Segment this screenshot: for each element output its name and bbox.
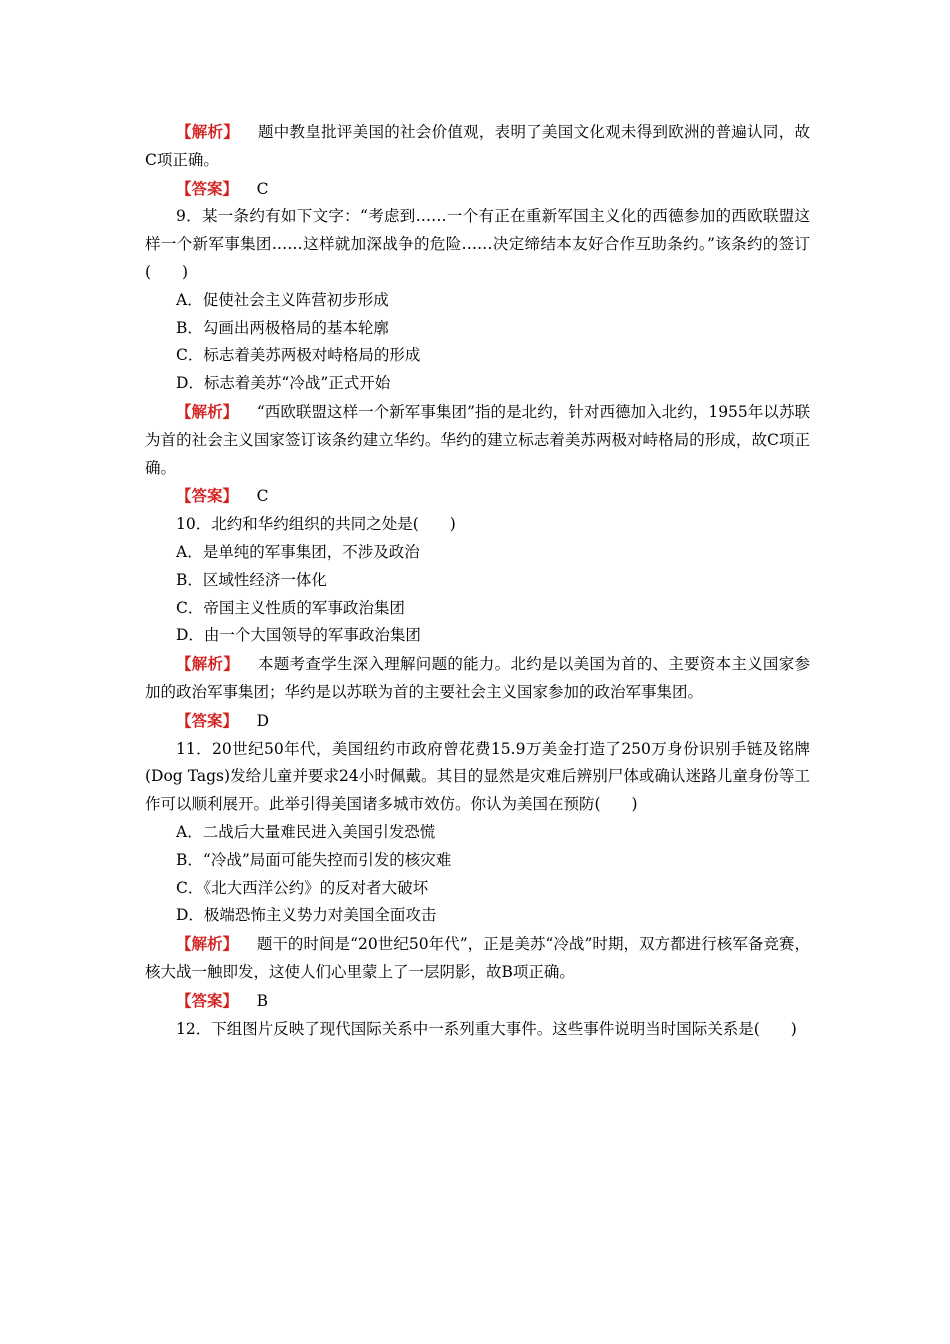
- question-9: 9．某一条约有如下文字：“考虑到……一个有正在重新军国主义化的西德参加的西欧联盟这样一个新军事集团……这样就加深战争的危险……决定缔结本友好合作互助条约。”该条约的签订( ): [145, 207, 810, 281]
- option-a: A．促使社会主义阵营初步形成: [176, 290, 389, 309]
- answer-block: [145, 175, 810, 204]
- option-b: B．“冷战”局面可能失控而引发的核灾难: [176, 850, 452, 869]
- document-body: [145, 118, 810, 1043]
- answer-tag: 【答案】: [176, 710, 239, 730]
- analysis-tag: 【解析】: [176, 654, 240, 674]
- analysis-text: 本题考查学生深入理解问题的能力。北约是以美国为首的、主要资本主义国家参加的政治军事集团；华约是以苏联为首的主要社会主义国家参加的政治军事集团。: [145, 655, 810, 701]
- analysis-text: 题干的时间是“20世纪50年代”，正是美苏“冷战”时期，双方都进行核军备竞赛，核大战一触即发，这使人们心里蒙上了一层阴影，故B项正确。: [145, 935, 810, 981]
- option-b: B．勾画出两极格局的基本轮廓: [176, 318, 389, 337]
- analysis-text: 题中教皇批评美国的社会价值观，表明了美国文化观未得到欧洲的普遍认同，故C项正确。: [145, 123, 810, 169]
- answer-tag: 【答案】: [176, 990, 239, 1010]
- answer-text: C: [256, 179, 269, 198]
- answer-block: [145, 707, 810, 736]
- option-c: C．帝国主义性质的军事政治集团: [176, 598, 405, 617]
- analysis-block: [145, 930, 810, 987]
- analysis-block: [145, 118, 810, 175]
- option-d: D．由一个大国领导的军事政治集团: [176, 626, 421, 645]
- question-10: 10．北约和华约组织的共同之处是( ): [176, 515, 456, 534]
- option-b: B．区域性经济一体化: [176, 570, 327, 589]
- answer-text: C: [256, 487, 269, 506]
- answer-block: [145, 987, 810, 1016]
- option-d: D．极端恐怖主义势力对美国全面攻击: [176, 906, 437, 925]
- analysis-block: [145, 650, 810, 707]
- analysis-tag: 【解析】: [176, 122, 240, 141]
- answer-text: D: [256, 711, 270, 730]
- answer-block: [145, 482, 810, 511]
- analysis-tag: 【解析】: [176, 401, 239, 421]
- analysis-block: [145, 398, 810, 482]
- answer-text: B: [256, 991, 268, 1010]
- analysis-tag: 【解析】: [176, 934, 239, 954]
- question-12: 12．下组图片反映了现代国际关系中一系列重大事件。这些事件说明当时国际关系是( ): [176, 1019, 797, 1038]
- option-c: C．标志着美苏两极对峙格局的形成: [176, 346, 421, 365]
- option-a: A．是单纯的军事集团，不涉及政治: [176, 542, 420, 561]
- question-11: 11．20世纪50年代，美国纽约市政府曾花费15.9万美金打造了250万身份识别手链及铭牌(Dog Tags)发给儿童并要求24小时佩戴。其目的显然是灾难后辨别尸体或确认迷路儿童身份等工作可以顺利展开。此举引得美国诸多城市效仿。你认为美国在预防( ): [145, 739, 810, 814]
- answer-tag: 【答案】: [176, 486, 239, 506]
- answer-tag: 【答案】: [176, 178, 239, 198]
- option-d: D．标志着美苏“冷战”正式开始: [176, 374, 391, 393]
- option-c: C．《北大西洋公约》的反对者大破坏: [176, 878, 429, 897]
- option-a: A．二战后大量难民进入美国引发恐慌: [176, 822, 436, 841]
- analysis-text: “西欧联盟这样一个新军事集团”指的是北约，针对西德加入北约，1955年以苏联为首的社会主义国家签订该条约建立华约。华约的建立标志着美苏两极对峙格局的形成，故C项正确。: [145, 402, 810, 477]
